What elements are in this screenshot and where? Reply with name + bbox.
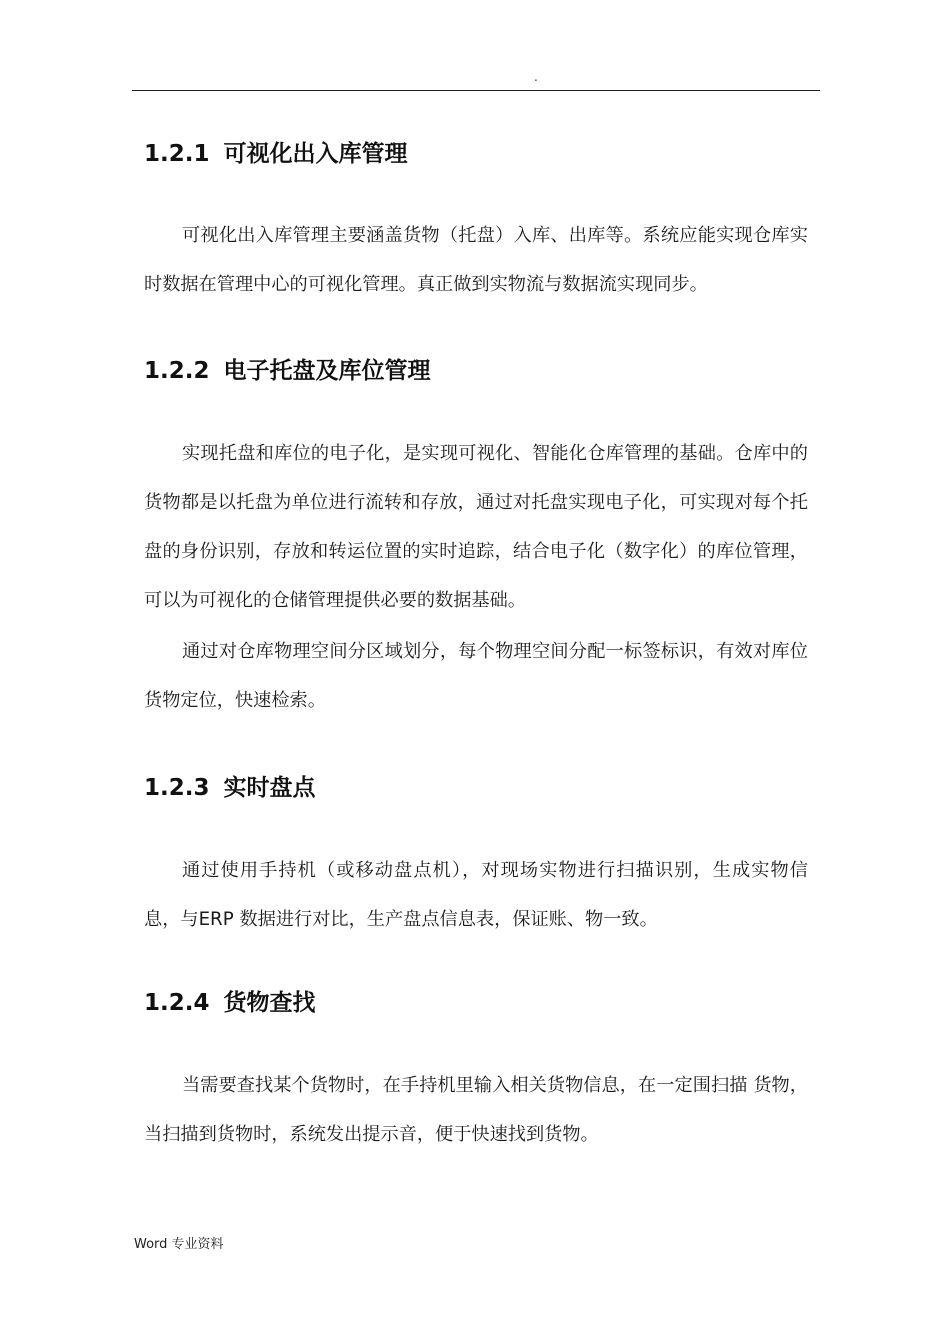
paragraph: 可视化出入库管理主要涵盖货物（托盘）入库、出库等。系统应能实现仓库实时数据在管理中心的可视化管理。真正做到实物流与数据流实现同步。 [144, 225, 808, 295]
section-heading-1-2-2 [144, 356, 431, 386]
paragraph: 通过使用手持机（或移动盘点机），对现场实物进行扫描识别，生成实物信息，与ERP 数据进行对比，生产盘点信息表，保证账、物一致。 [144, 860, 808, 930]
header-rule [132, 90, 820, 91]
section-title: 实时盘点 [223, 775, 316, 801]
section-number: 1.2.4 [144, 990, 210, 1016]
section-number: 1.2.1 [144, 141, 210, 167]
section-title: 电子托盘及库位管理 [223, 358, 431, 384]
paragraph: 实现托盘和库位的电子化，是实现可视化、智能化仓库管理的基础。仓库中的货物都是以托盘为单位进行流转和存放，通过对托盘实现电子化，可实现对每个托盘的身份识别，存放和转运位置的实时追踪，结合电子化（数字化）的库位管理，可以为可视化的仓储管理提供必要的数据基础。 [144, 443, 808, 611]
section-heading-1-2-1 [144, 139, 408, 169]
section-title: 可视化出入库管理 [223, 141, 408, 167]
footer-text: Word 专业资料 [134, 1237, 224, 1252]
header-mark: . [534, 70, 538, 84]
section-heading-1-2-4 [144, 988, 316, 1018]
section-title: 货物查找 [223, 990, 316, 1016]
section-number: 1.2.3 [144, 775, 210, 801]
paragraph: 通过对仓库物理空间分区域划分，每个物理空间分配一标签标识，有效对库位货物定位，快速检索。 [144, 641, 808, 711]
paragraph: 当需要查找某个货物时，在手持机里输入相关货物信息，在一定围扫描 货物，当扫描到货物时，系统发出提示音，便于快速找到货物。 [144, 1075, 808, 1145]
section-heading-1-2-3 [144, 773, 316, 803]
section-number: 1.2.2 [144, 358, 210, 384]
